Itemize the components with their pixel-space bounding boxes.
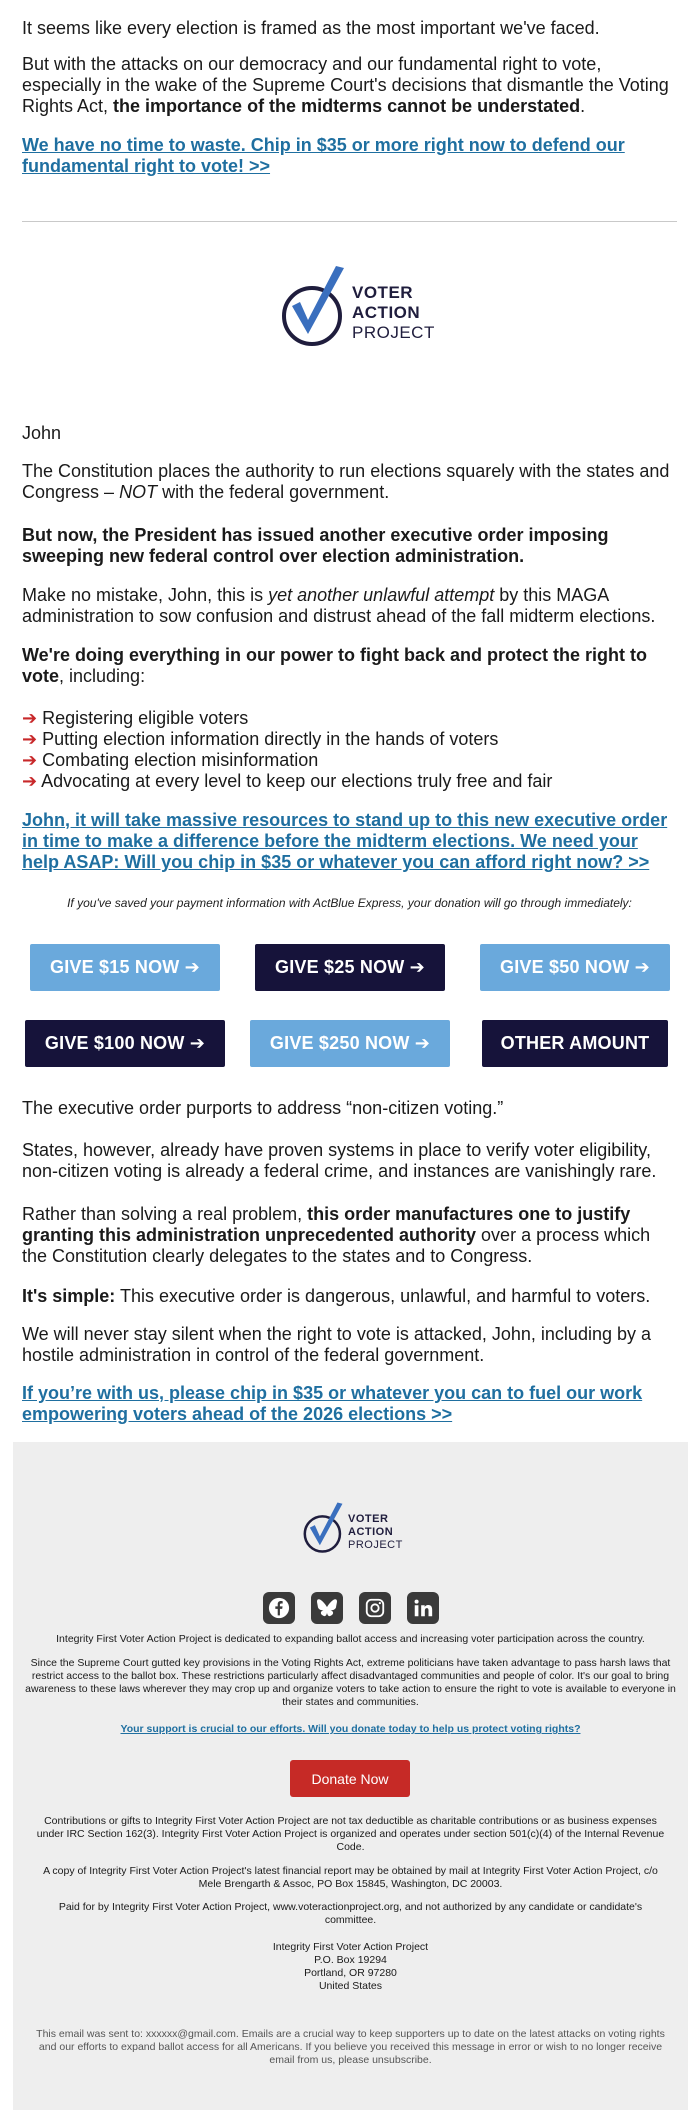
bullet-list	[22, 708, 677, 792]
other-amount-button[interactable]: OTHER AMOUNT	[482, 1020, 668, 1067]
give-25-button[interactable]: GIVE $25 NOW ➔	[255, 944, 445, 991]
body-p3-end: by this MAGA administration to sow confusion and distrust ahead of the fall midterm elections.	[22, 585, 656, 626]
body-p1-text: The Constitution places the authority to run elections squarely with the states and Congress –	[22, 461, 670, 502]
list-item	[22, 729, 677, 750]
address-line: Integrity First Voter Action Project	[272, 1941, 429, 1953]
footer-mission: Integrity First Voter Action Project is dedicated to expanding ballot access and increasing voter participation across the country.	[56, 1633, 645, 1645]
header-logo	[278, 262, 435, 348]
social-links	[13, 1592, 688, 1624]
footer	[13, 1442, 688, 2110]
after-paragraph-1: The executive order purports to address “non-citizen voting.”	[22, 1098, 504, 1118]
footer-logo-voter: VOTER	[348, 1512, 389, 1525]
footer-logo-action: ACTION	[348, 1525, 394, 1538]
after-paragraph-2: States, however, already have proven systems in place to verify voter eligibility, non-citizen voting is already a federal crime, and instances are vanishingly rare.	[22, 1140, 657, 1181]
body-p4-bold: We're doing everything in our power to fight back and protect the right to vote	[22, 645, 647, 686]
donate-now-button[interactable]: Donate Now	[290, 1760, 410, 1797]
footer-support-text	[13, 1723, 688, 1736]
footer-sent-to: This email was sent to: xxxxxx@gmail.com. Emails are a crucial way to keep supporters up to date on the latest attacks on voting rights and our efforts to expand ballot access for all Americans. If you believe you received this message in error or wish to no longer receive email from us, please unsubscribe.	[36, 2028, 665, 2066]
body-paragraph-4	[22, 645, 677, 687]
footer-logo	[301, 1500, 403, 1554]
after-paragraph-5: We will never stay silent when the right to vote is attacked, John, including by a hostile administration in control of the federal government.	[22, 1324, 651, 1365]
checkmark-logo-icon	[278, 262, 348, 348]
footer-address	[13, 1941, 688, 1993]
facebook-icon[interactable]	[263, 1592, 295, 1624]
list-item	[22, 750, 677, 771]
address-line: Portland, OR 97280	[304, 1967, 397, 1979]
instagram-icon[interactable]	[359, 1592, 391, 1624]
give-250-button[interactable]: GIVE $250 NOW ➔	[250, 1020, 450, 1067]
donate-link-bottom[interactable]: If you’re with us, please chip in $35 or whatever you can to fuel our work empowering voters ahead of the 2026 elections >>	[22, 1383, 643, 1424]
give-15-button[interactable]: GIVE $15 NOW ➔	[30, 944, 220, 991]
footer-tax-note: Contributions or gifts to Integrity First Voter Action Project are not tax deductible as charitable contributions or as business expenses under IRC Section 162(3). Integrity First Voter Action Project is organized and operates under section 501(c)(4) of the Internal Revenue Code.	[36, 1815, 665, 1853]
donate-link-top[interactable]: We have no time to waste. Chip in $35 or more right now to defend our fundamental right to vote! >>	[22, 135, 625, 176]
arrow-icon: ➔	[22, 750, 38, 770]
list-item	[22, 771, 677, 792]
give-100-button[interactable]: GIVE $100 NOW ➔	[25, 1020, 225, 1067]
greeting: John	[22, 423, 62, 443]
body-p3-italic: yet another unlawful attempt	[268, 585, 495, 605]
donate-link-middle[interactable]: John, it will take massive resources to stand up to this new executive order in time to make a difference before the midterm elections. We need your help ASAP: Will you chip in $35 or whatever you can afford right now? >>	[22, 810, 668, 872]
list-item-text: Registering eligible voters	[42, 708, 249, 728]
intro-bold-text: the importance of the midterms cannot be understated	[113, 96, 581, 116]
address-line: P.O. Box 19294	[314, 1954, 387, 1966]
linkedin-icon[interactable]	[407, 1592, 439, 1624]
bluesky-icon[interactable]	[311, 1592, 343, 1624]
footer-paid-for: Paid for by Integrity First Voter Action Project, www.voteractionproject.org, and not authorized by any candidate or candidate's committee.	[58, 1901, 643, 1926]
intro-text: But with the attacks on our democracy and our fundamental right to vote, especially in the wake of the Supreme Court's decisions that dismantle the Voting Rights Act,	[22, 54, 669, 116]
address-line: United States	[318, 1980, 383, 1992]
logo-project: PROJECT	[352, 323, 435, 342]
after-p3-text: Rather than solving a real problem,	[22, 1204, 308, 1224]
after-p3-bold: this order manufactures one to justify granting this administration unprecedented authority	[22, 1204, 631, 1245]
body-p1-italic: NOT	[119, 482, 158, 502]
list-item-text: Combating election misinformation	[42, 750, 319, 770]
body-paragraph-1	[22, 461, 677, 503]
list-item	[22, 708, 677, 729]
logo-voter: VOTER	[352, 283, 414, 302]
arrow-icon: ➔	[22, 771, 38, 791]
list-item-text: Advocating at every level to keep our elections truly free and fair	[41, 771, 553, 791]
after-p4-end: This executive order is dangerous, unlawful, and harmful to voters.	[115, 1286, 651, 1306]
divider	[22, 221, 677, 222]
footer-logo-project: PROJECT	[348, 1538, 403, 1551]
after-paragraph-3	[22, 1204, 677, 1267]
body-p1-end: with the federal government.	[157, 482, 390, 502]
footer-about: Since the Supreme Court gutted key provisions in the Voting Rights Act, extreme politicians have taken advantage to pass harsh laws that restrict access to the ballot box. These restrictions particularly affect disadvantaged communities and people of color. It's our goal to bring awareness to these laws wherever they may crop up and organize voters to take action to ensure the right to vote is available to everyone in their states and communities.	[25, 1657, 676, 1708]
actblue-express-note: If you've saved your payment information with ActBlue Express, your donation will go through immediately:	[67, 896, 632, 910]
intro-paragraph-1: It seems like every election is framed as the most important we've faced.	[22, 18, 600, 38]
after-p3-end: over a process which the Constitution clearly delegates to the states and to Congress.	[22, 1225, 651, 1266]
after-p4-bold: It's simple:	[22, 1286, 116, 1306]
body-paragraph-2: But now, the President has issued another executive order imposing sweeping new federal control over election administration.	[22, 525, 609, 566]
list-item-text: Putting election information directly in the hands of voters	[42, 729, 499, 749]
body-p4-end: , including:	[59, 666, 146, 686]
give-50-button[interactable]: GIVE $50 NOW ➔	[480, 944, 670, 991]
checkmark-logo-icon	[301, 1500, 345, 1554]
intro-period: .	[580, 96, 586, 116]
footer-support-link[interactable]: Your support is crucial to our efforts. Will you donate today to help us protect voting rights?	[120, 1723, 581, 1735]
intro-paragraph-2	[22, 54, 677, 117]
arrow-icon: ➔	[22, 708, 38, 728]
footer-financial-report: A copy of Integrity First Voter Action Project's latest financial report may be obtained by mail at Integrity First Voter Action Project, c/o Mele Brengarth & Assoc, PO Box 15845, Washington, DC 20003.	[43, 1865, 658, 1890]
arrow-icon: ➔	[22, 729, 38, 749]
logo-action: ACTION	[352, 303, 421, 322]
body-paragraph-3	[22, 585, 677, 627]
after-paragraph-4	[22, 1286, 677, 1307]
body-p3-text: Make no mistake, John, this is	[22, 585, 269, 605]
